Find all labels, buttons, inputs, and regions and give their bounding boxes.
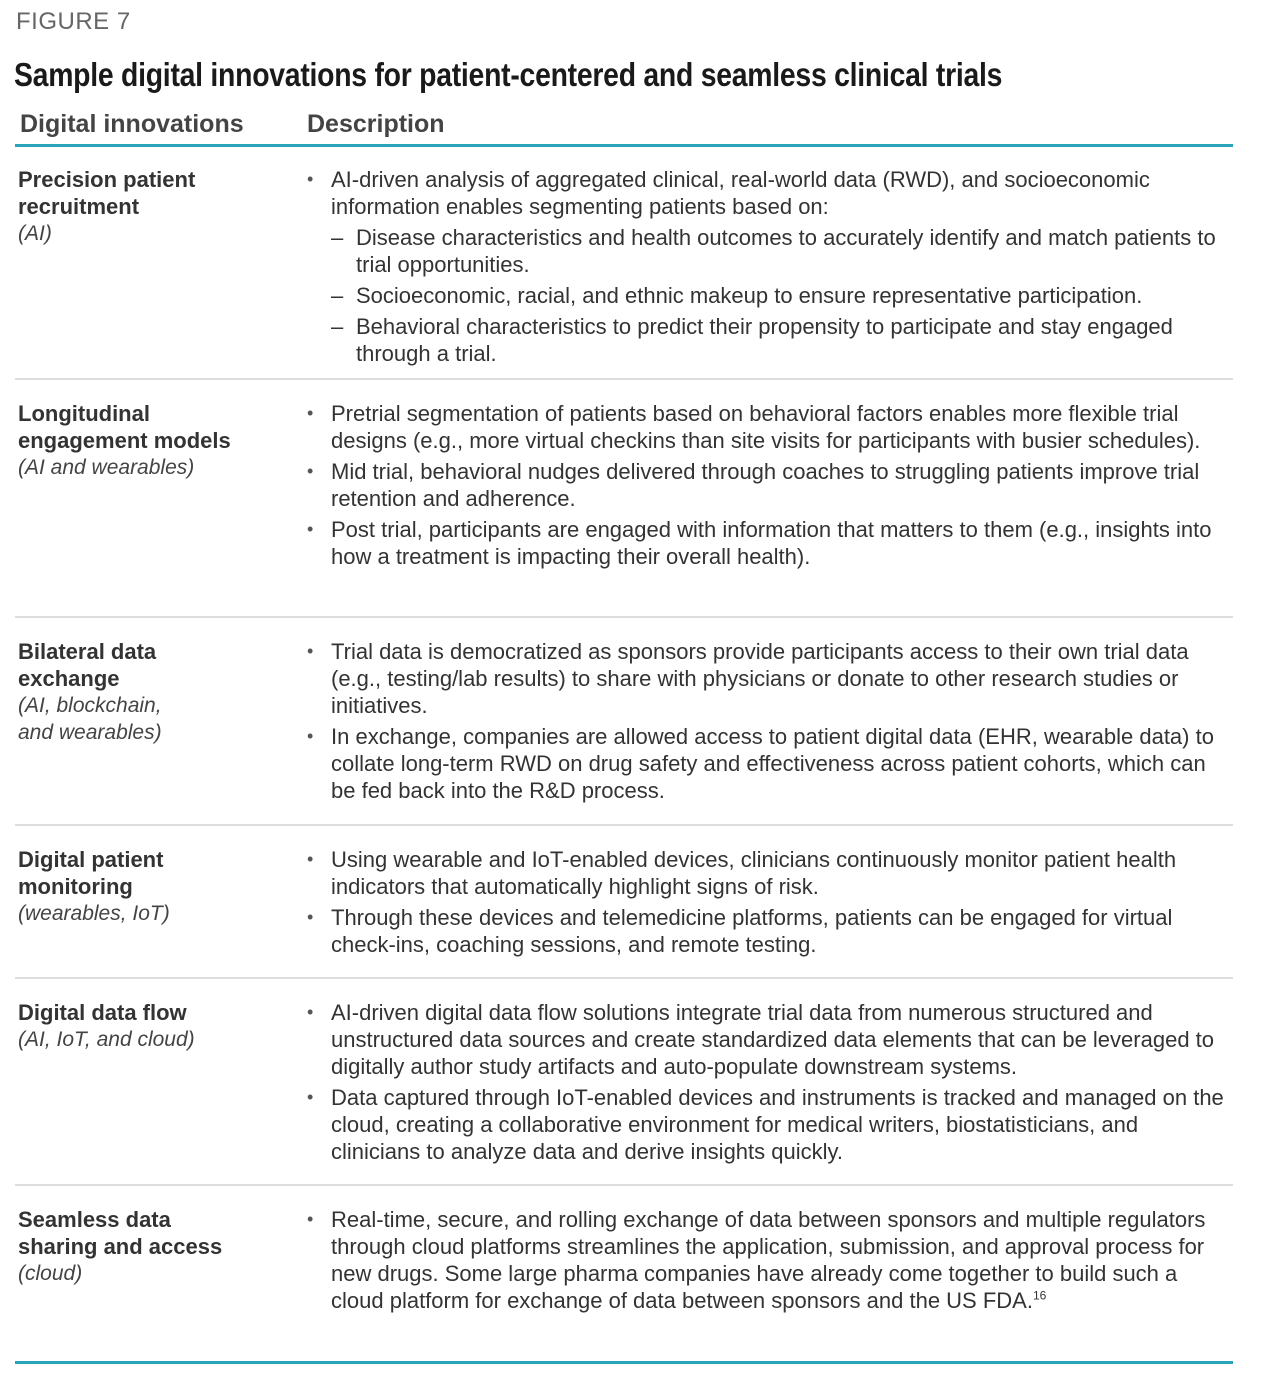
innovation-name: Longitudinal engagement models <box>18 401 231 453</box>
bullet-item <box>303 846 1233 900</box>
sub-bullet-item <box>331 313 1233 367</box>
innovation-technologies: (AI, IoT, and cloud) <box>18 1028 195 1051</box>
bullet-text: Mid trial, behavioral nudges delivered through coaches to struggling patients improve trial retention and adherence. <box>331 459 1200 511</box>
description-cell <box>15 999 1233 1169</box>
table-row <box>15 380 1233 618</box>
bullet-marker: • <box>307 1002 314 1022</box>
bullet-item <box>303 400 1233 454</box>
bullet-marker: • <box>307 641 314 661</box>
table-header <box>15 104 1233 147</box>
bullet-text: Pretrial segmentation of patients based on behavioral factors enables more flexible trial designs (e.g., more virtual checkins than site visits for participants with busier schedules). <box>331 401 1201 453</box>
table-row <box>15 979 1233 1186</box>
innovation-technologies: (wearables, IoT) <box>18 902 170 925</box>
bullet-item <box>303 999 1233 1080</box>
description-cell <box>15 400 1233 574</box>
innovation-name: Bilateral data exchange <box>18 639 157 691</box>
bullet-marker: • <box>307 169 314 189</box>
bullet-item <box>303 723 1233 804</box>
bullet-item <box>303 166 1233 367</box>
innovation-name: Digital patient monitoring <box>18 847 164 899</box>
bullet-text: Post trial, participants are engaged with information that matters to them (e.g., insights into how a treatment is impacting their overall health). <box>331 517 1212 569</box>
sub-bullet-text: Socioeconomic, racial, and ethnic makeup to ensure representative participation. <box>356 283 1143 308</box>
bullet-item <box>303 516 1233 570</box>
bullet-list <box>15 400 1233 570</box>
innovation-technologies: (AI) <box>18 222 52 245</box>
column-header-description: Description <box>307 109 445 138</box>
bullet-marker: • <box>307 461 314 481</box>
dash-marker: – <box>331 314 344 339</box>
bullet-marker: • <box>307 726 314 746</box>
dash-marker: – <box>331 225 344 250</box>
dash-marker: – <box>331 283 344 308</box>
bullet-marker: • <box>307 907 314 927</box>
bullet-text: Real-time, secure, and rolling exchange of data between sponsors and multiple regulators through cloud platforms streamlines the application, submission, and approval process for new drugs. Some large pharma companies have already come together to build such a cloud platform for exchange of data between sponsors and the US FDA. <box>331 1207 1206 1313</box>
bullet-text: In exchange, companies are allowed access to patient digital data (EHR, wearable data) to collate long-term RWD on drug safety and effectiveness across patient cohorts, which can be fed back into the R&D process. <box>331 724 1214 803</box>
innovation-name: Seamless data sharing and access <box>18 1207 223 1259</box>
description-cell <box>15 166 1233 371</box>
bullet-item <box>303 904 1233 958</box>
bullet-item <box>303 1206 1233 1314</box>
sub-bullet-item <box>331 224 1233 278</box>
bullet-list <box>15 999 1233 1165</box>
bullet-text: Using wearable and IoT-enabled devices, clinicians continuously monitor patient health indicators that automatically highlight signs of risk. <box>331 847 1177 899</box>
description-cell <box>15 1206 1233 1318</box>
bullet-list <box>15 846 1233 958</box>
sub-bullet-text: Disease characteristics and health outcomes to accurately identify and match patients to trial opportunities. <box>356 225 1216 277</box>
bullet-text: AI-driven digital data flow solutions integrate trial data from numerous structured and unstructured data sources and create standardized data elements that can be leveraged to digitally author study artifacts and auto-populate downstream systems. <box>331 1000 1215 1079</box>
bullet-marker: • <box>307 1209 314 1229</box>
footnote-reference: 16 <box>1032 1288 1047 1303</box>
innovation-technologies: (AI and wearables) <box>18 456 195 479</box>
bullet-item <box>303 1084 1233 1165</box>
bullet-marker: • <box>307 403 314 423</box>
sub-bullet-text: Behavioral characteristics to predict their propensity to participate and stay engaged through a trial. <box>356 314 1173 366</box>
table-row <box>15 826 1233 979</box>
innovation-technologies: (AI, blockchain, and wearables) <box>18 694 162 744</box>
bullet-text: Trial data is democratized as sponsors provide participants access to their own trial data (e.g., testing/lab results) to share with physicians or donate to other research studies or initiatives. <box>331 639 1189 718</box>
bullet-marker: • <box>307 849 314 869</box>
figure-label: FIGURE 7 <box>16 8 131 35</box>
bullet-text: Data captured through IoT-enabled devices and instruments is tracked and managed on the cloud, creating a collaborative environment for medical writers, biostatisticians, and clinicians to analyze data and derive insights quickly. <box>331 1085 1224 1164</box>
bullet-marker: • <box>307 519 314 539</box>
figure-title: Sample digital innovations for patient-centered and seamless clinical trials <box>14 56 1003 93</box>
bullet-list <box>15 1206 1233 1314</box>
column-header-innovations: Digital innovations <box>20 109 244 138</box>
sub-bullet-list <box>331 224 1233 367</box>
bullet-item <box>303 638 1233 719</box>
description-cell <box>15 638 1233 808</box>
table-row <box>15 146 1233 380</box>
bullet-marker: • <box>307 1087 314 1107</box>
table-row <box>15 618 1233 826</box>
bullet-text: AI-driven analysis of aggregated clinical, real-world data (RWD), and socioeconomic information enables segmenting patients based on: <box>331 167 1150 219</box>
bullet-text: Through these devices and telemedicine platforms, patients can be engaged for virtual check-ins, coaching sessions, and remote testing. <box>331 905 1173 957</box>
bullet-item <box>303 458 1233 512</box>
innovation-name: Digital data flow <box>18 1000 187 1025</box>
innovation-technologies: (cloud) <box>18 1262 83 1285</box>
table-row <box>15 1186 1233 1364</box>
description-cell <box>15 846 1233 962</box>
bullet-list <box>15 638 1233 804</box>
sub-bullet-item <box>331 282 1233 309</box>
bullet-list <box>15 166 1233 367</box>
innovation-name: Precision patient recruitment <box>18 167 196 219</box>
innovations-table <box>15 104 1233 1313</box>
